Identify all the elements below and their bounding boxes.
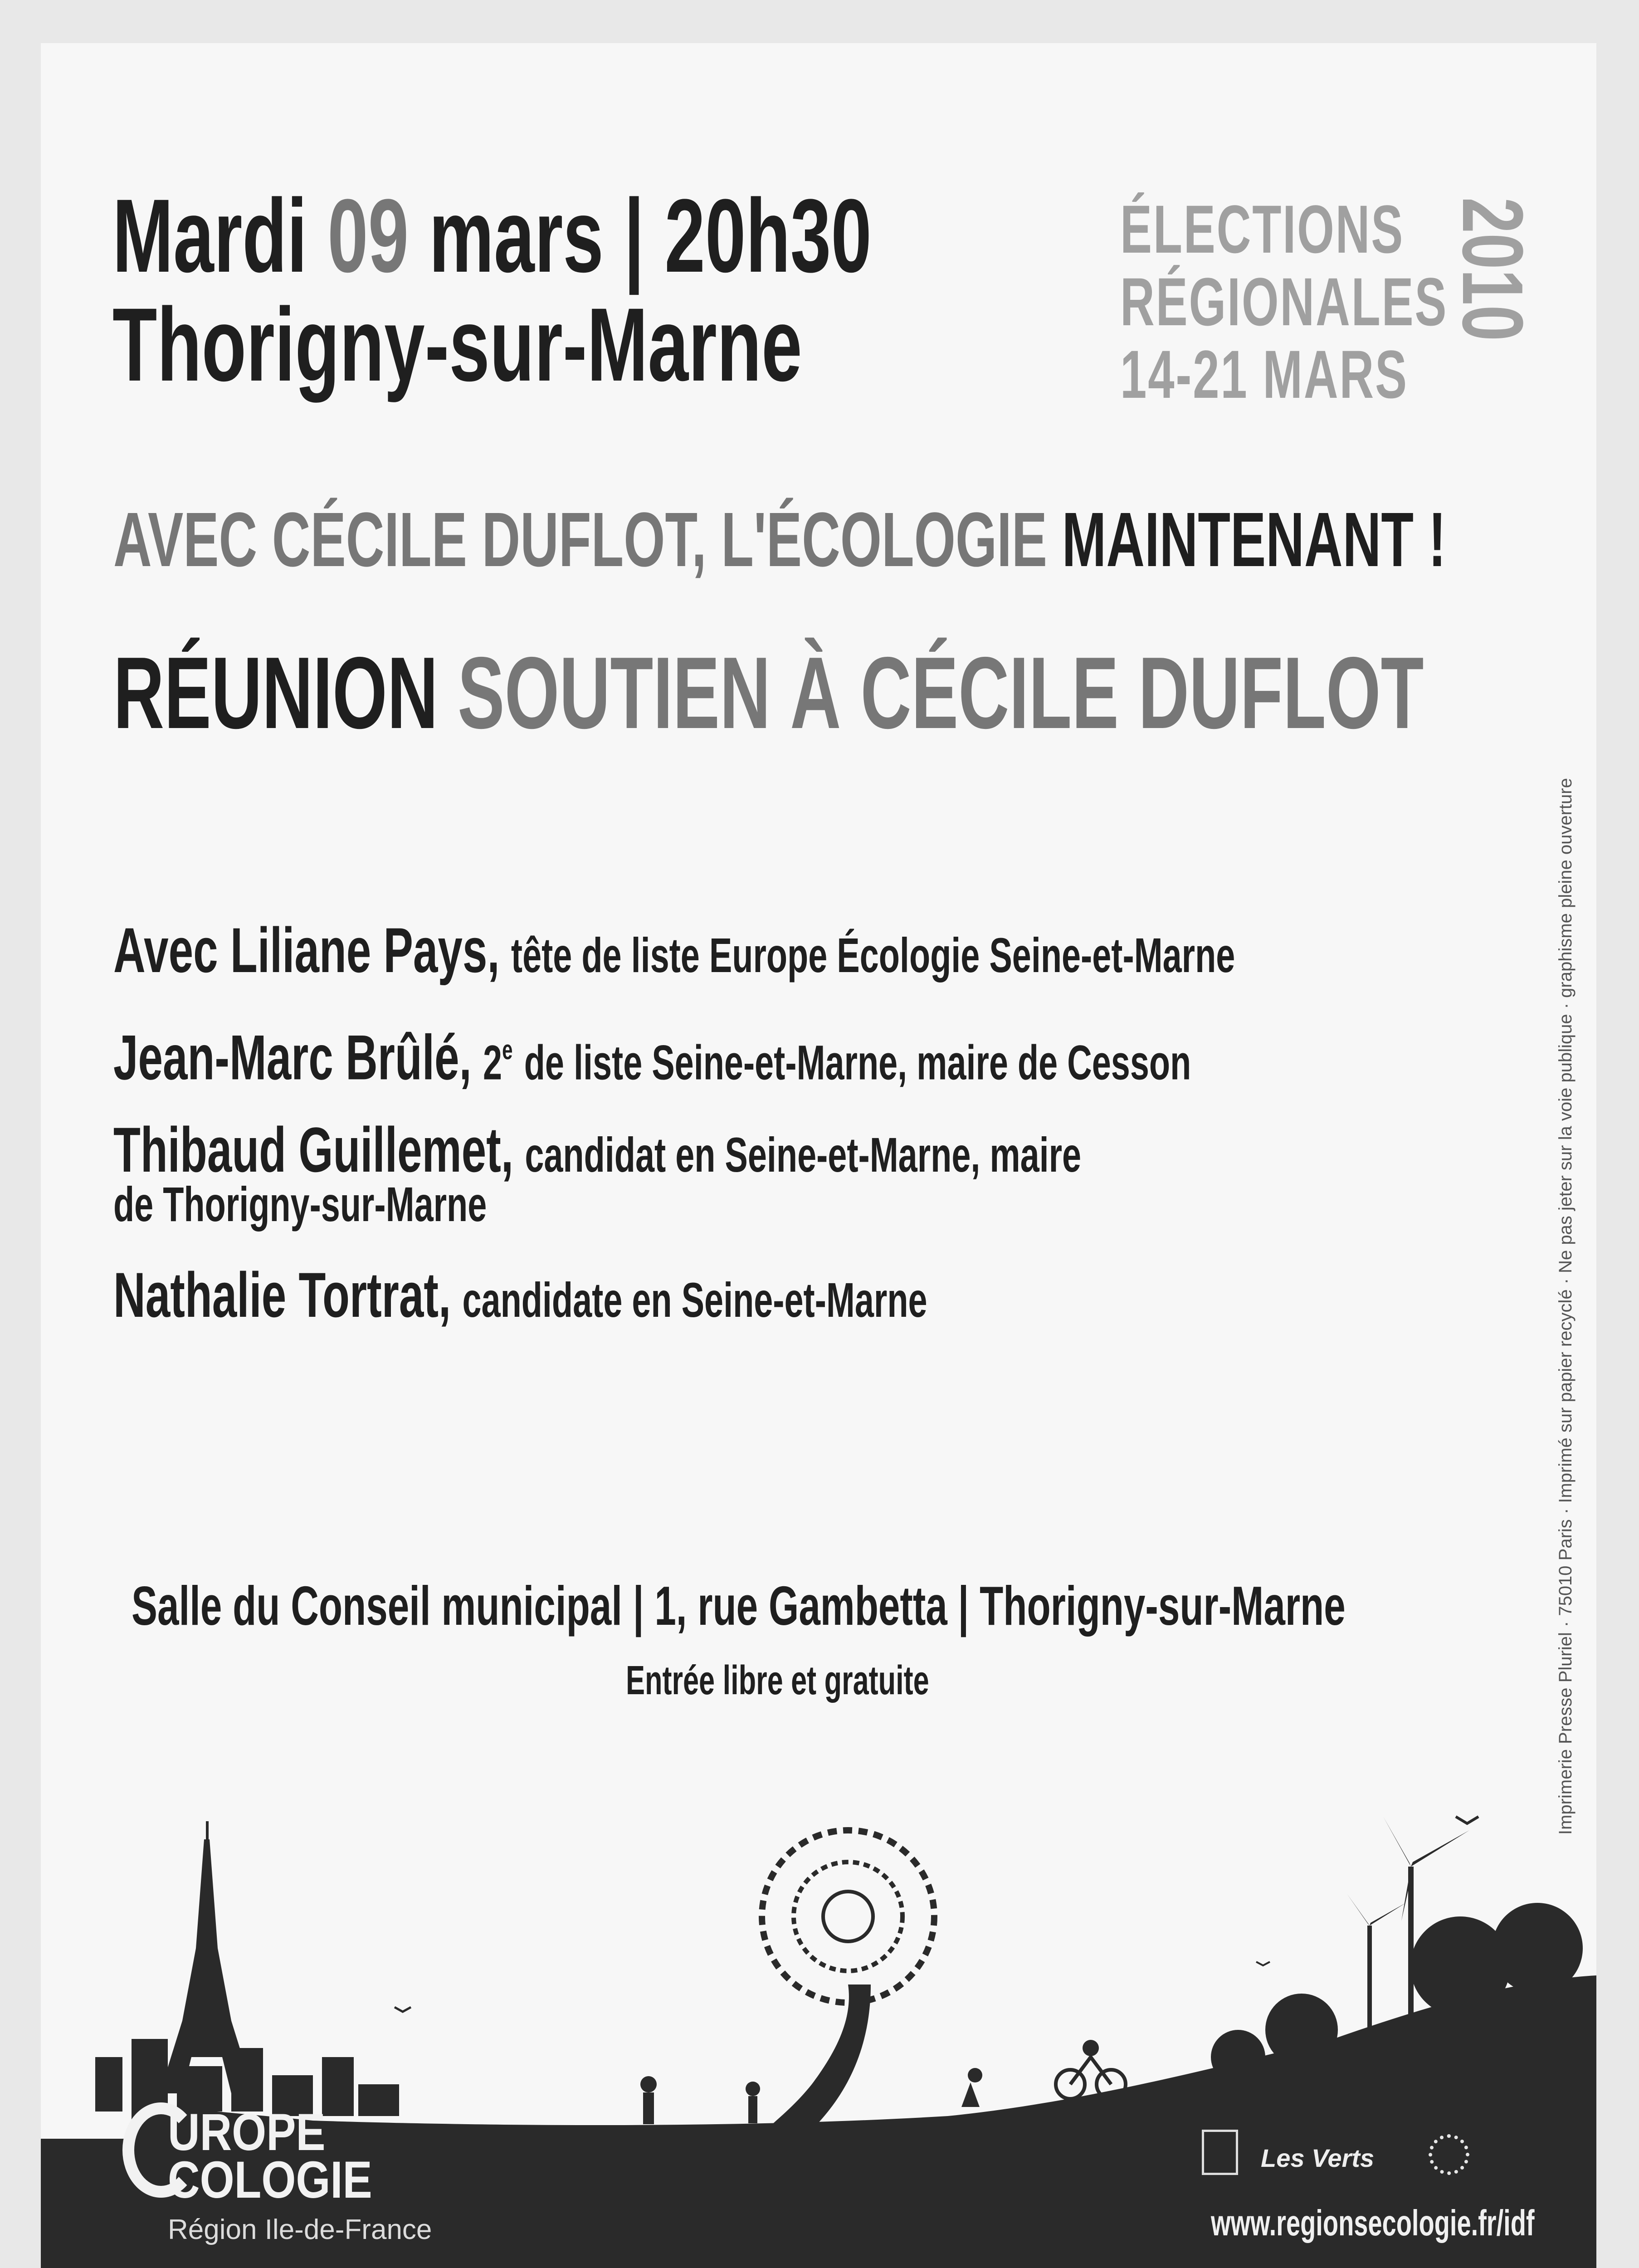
- wind-turbine-icon: [1383, 1817, 1469, 1921]
- logo-line-2: COLOGIE: [168, 2151, 372, 2209]
- event-city: Thorigny-sur-Marne: [112, 286, 802, 403]
- bird-icon: [1456, 1817, 1478, 1823]
- eiffel-tower-icon: [160, 1839, 254, 2093]
- person-silhouette: [640, 2076, 657, 2092]
- speaker-role: candidat en Seine-et-Marne, maire: [525, 1127, 1082, 1182]
- elections-line-1: ÉLECTIONS: [1120, 191, 1405, 267]
- entry-info: Entrée libre et gratuite: [626, 1658, 929, 1703]
- event-date-time: [112, 177, 872, 294]
- speaker-4: [113, 1259, 927, 1332]
- elections-line-3: 14-21 MARS: [1120, 336, 1408, 412]
- speaker-name: Thibaud Guillemet,: [113, 1114, 514, 1185]
- sunflower-icon: [1429, 2134, 1469, 2175]
- elections-year-text: 2010: [1444, 197, 1541, 342]
- flyer-sheet: [41, 43, 1596, 2268]
- slogan: [113, 497, 1446, 583]
- speaker-role-sup: e: [502, 1035, 513, 1065]
- printer-credit: Imprimerie Presse Pluriel · 75010 Paris · Imprimé sur papier recyclé · Ne pas jeter sur la voie publique · graphisme pleine ouverture: [1556, 778, 1576, 1835]
- speaker-3-role-continued: de Thorigny-sur-Marne: [113, 1177, 487, 1232]
- speaker-name: Jean-Marc Brûlé,: [113, 1022, 472, 1093]
- date-number: 09: [327, 177, 409, 294]
- elections-line-2: RÉGIONALES: [1120, 264, 1448, 340]
- elections-year: [1444, 197, 1541, 433]
- date-rest: mars | 20h30: [429, 177, 872, 294]
- speaker-role: tête de liste Europe Écologie Seine-et-Marne: [511, 928, 1235, 982]
- tree-trunk: [766, 1984, 871, 2130]
- speaker-1: [113, 914, 1235, 987]
- speaker-2: [113, 1018, 1191, 1094]
- meeting-title-part-1: RÉUNION: [113, 635, 438, 750]
- website-url[interactable]: www.regionsecologie.fr/idf: [1211, 2203, 1535, 2243]
- logo-line-1: UROPE: [168, 2103, 326, 2161]
- speaker-name: Avec Liliane Pays,: [113, 914, 500, 986]
- speaker-role-prefix: 2: [483, 1035, 502, 1090]
- tree-icon: [1265, 1994, 1338, 2066]
- meeting-title: [113, 635, 1424, 750]
- speaker-role: candidate en Seine-et-Marne: [462, 1272, 927, 1327]
- meeting-title-part-2: SOUTIEN À CÉCILE DUFLOT: [458, 635, 1424, 750]
- slogan-part-2: MAINTENANT !: [1062, 497, 1446, 583]
- logo-region: Région Ile-de-France: [168, 2214, 432, 2245]
- venue-address: Salle du Conseil municipal | 1, rue Gambetta | Thorigny-sur-Marne: [132, 1575, 1346, 1637]
- slogan-part-1: AVEC CÉCILE DUFLOT, L'ÉCOLOGIE: [113, 497, 1048, 583]
- europe-ecologie-logo: [113, 2102, 522, 2248]
- les-verts-label: Les Verts: [1261, 2144, 1375, 2172]
- printer-mark-icon: [1202, 2130, 1238, 2175]
- speaker-name: Nathalie Tortrat,: [113, 1259, 451, 1330]
- speaker-role: de liste Seine-et-Marne, maire de Cesson: [524, 1035, 1191, 1090]
- date-day: Mardi: [112, 177, 307, 294]
- flower-tree-crown: [762, 1830, 934, 2003]
